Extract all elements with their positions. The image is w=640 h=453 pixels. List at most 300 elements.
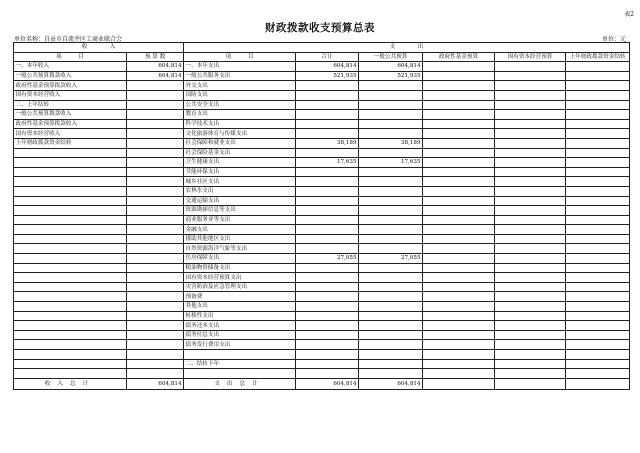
income-item-cell (14, 234, 127, 244)
prior-year-cell (566, 148, 630, 158)
general-budget-cell (359, 234, 423, 244)
income-item-cell (14, 186, 127, 196)
gov-fund-cell (423, 321, 495, 331)
general-budget-cell (359, 119, 423, 129)
state-capital-cell (495, 263, 566, 273)
total-header: 合计 (296, 52, 359, 62)
table-row (14, 234, 630, 244)
income-item-cell (14, 369, 127, 379)
expense-item-cell: 城乡社区支出 (184, 177, 296, 187)
prior-year-cell (566, 167, 630, 177)
prior-year-cell (566, 110, 630, 120)
general-budget-cell (359, 129, 423, 139)
general-budget-cell (359, 81, 423, 91)
expense-total-cell (296, 302, 359, 312)
state-capital-header: 国有资本经营预算 (495, 52, 566, 62)
state-capital-cell (495, 302, 566, 312)
gov-fund-cell (423, 158, 495, 168)
income-item-cell (14, 273, 127, 283)
general-budget-cell (359, 369, 423, 379)
income-amount-cell (127, 215, 184, 225)
table-row (14, 196, 630, 206)
state-capital-cell (495, 119, 566, 129)
table-row (14, 292, 630, 302)
income-item-cell (14, 340, 127, 350)
expense-total-cell (296, 263, 359, 273)
expense-total-cell (296, 273, 359, 283)
table-row (14, 350, 630, 360)
group-header-row (14, 43, 630, 53)
expense-total-cell (296, 234, 359, 244)
income-amount-cell (127, 158, 184, 168)
expense-total-cell (296, 129, 359, 139)
general-budget-cell: 38,189 (359, 138, 423, 148)
gov-fund-cell (423, 340, 495, 350)
expense-item-cell: 金融支出 (184, 225, 296, 235)
prior-year-cell (566, 273, 630, 283)
state-capital-cell (495, 81, 566, 91)
table-row (14, 282, 630, 292)
income-item-cell: 政府性基金预算拨款收入 (14, 119, 127, 129)
income-amount-cell (127, 292, 184, 302)
gov-fund-cell (423, 62, 495, 72)
table-row (14, 369, 630, 379)
income-item-cell (14, 254, 127, 264)
expense-item-cell: 灾害防治及应急管理支出 (184, 282, 296, 292)
expense-total-cell (296, 350, 359, 360)
prior-year-cell (566, 321, 630, 331)
income-item-cell (14, 311, 127, 321)
state-capital-cell (495, 234, 566, 244)
state-capital-cell (495, 311, 566, 321)
expense-total-cell (296, 100, 359, 110)
expense-total-cell (296, 244, 359, 254)
expense-item-cell: 国有资本经营预算支出 (184, 273, 296, 283)
state-capital-cell (495, 138, 566, 148)
expense-item-cell: 预备费 (184, 292, 296, 302)
income-item-cell (14, 282, 127, 292)
expense-item-cell: 卫生健康支出 (184, 158, 296, 168)
state-capital-cell (495, 273, 566, 283)
prior-year-cell (566, 350, 630, 360)
general-budget-cell (359, 177, 423, 187)
state-capital-cell (495, 244, 566, 254)
table-row (14, 254, 630, 264)
income-item-cell (14, 196, 127, 206)
gov-fund-cell (423, 302, 495, 312)
prior-year-cell (566, 186, 630, 196)
empty-cell (566, 378, 630, 389)
gov-fund-cell (423, 244, 495, 254)
expense-item-cell: 一、本年支出 (184, 62, 296, 72)
state-capital-cell (495, 321, 566, 331)
income-item-cell (14, 321, 127, 331)
table-row (14, 225, 630, 235)
general-budget-cell (359, 350, 423, 360)
general-budget-cell: 17,635 (359, 158, 423, 168)
prior-year-cell (566, 330, 630, 340)
state-capital-cell (495, 215, 566, 225)
general-budget-cell (359, 359, 423, 369)
prior-year-cell (566, 282, 630, 292)
table-row (14, 167, 630, 177)
prior-year-cell (566, 302, 630, 312)
income-amount-cell (127, 196, 184, 206)
table-row (14, 340, 630, 350)
prior-year-cell (566, 62, 630, 72)
expense-total-cell (296, 90, 359, 100)
gov-fund-cell (423, 167, 495, 177)
gov-fund-cell (423, 196, 495, 206)
expense-total-cell (296, 330, 359, 340)
income-amount-cell (127, 234, 184, 244)
prior-year-cell (566, 129, 630, 139)
general-budget-cell (359, 225, 423, 235)
gov-fund-cell (423, 359, 495, 369)
income-item-cell: 一般公共预算拨款收入 (14, 71, 127, 81)
income-amount-cell (127, 138, 184, 148)
expense-item-cell: 社会保障和就业支出 (184, 138, 296, 148)
income-item-cell: 政府性基金预算拨款收入 (14, 81, 127, 91)
empty-cell (423, 378, 495, 389)
gov-fund-cell (423, 71, 495, 81)
expense-item-cell: 粮油物资储备支出 (184, 263, 296, 273)
expense-total-cell: 521,935 (296, 71, 359, 81)
prior-year-cell (566, 263, 630, 273)
prior-year-cell (566, 254, 630, 264)
expense-group-header: 支 出 (184, 43, 630, 53)
income-amount-header: 预 算 数 (127, 52, 184, 62)
income-amount-cell (127, 90, 184, 100)
income-amount-cell (127, 167, 184, 177)
expense-total-cell (296, 167, 359, 177)
expense-item-cell: 援助其他地区支出 (184, 234, 296, 244)
table-row (14, 263, 630, 273)
expense-total-cell (296, 148, 359, 158)
expense-total-cell (296, 196, 359, 206)
expense-item-header: 项 目 (184, 52, 296, 62)
table-row (14, 359, 630, 369)
income-item-cell (14, 158, 127, 168)
expense-item-cell: 节能环保支出 (184, 167, 296, 177)
table-row (14, 302, 630, 312)
income-amount-cell (127, 119, 184, 129)
income-amount-cell (127, 110, 184, 120)
general-budget-cell (359, 340, 423, 350)
expense-item-cell: 债务付息支出 (184, 330, 296, 340)
state-capital-cell (495, 186, 566, 196)
general-budget-cell (359, 148, 423, 158)
prior-year-cell (566, 244, 630, 254)
expense-total-cell (296, 359, 359, 369)
expense-general-total: 604,814 (359, 378, 423, 389)
income-total-label: 收入总计 (14, 378, 127, 389)
prior-year-cell (566, 196, 630, 206)
expense-item-cell: 外交支出 (184, 81, 296, 91)
gov-fund-header: 政府性基金预算 (423, 52, 495, 62)
gov-fund-cell (423, 350, 495, 360)
table-row (14, 177, 630, 187)
income-amount-cell (127, 282, 184, 292)
gov-fund-cell (423, 273, 495, 283)
gov-fund-cell (423, 282, 495, 292)
table-row (14, 158, 630, 168)
currency-unit-label: 单位：元 (601, 36, 626, 43)
income-amount-cell (127, 311, 184, 321)
state-capital-cell (495, 359, 566, 369)
general-budget-cell (359, 206, 423, 216)
expense-item-cell: 教育支出 (184, 110, 296, 120)
table-row (14, 90, 630, 100)
income-item-cell (14, 244, 127, 254)
table-row (14, 100, 630, 110)
expense-total-cell (296, 110, 359, 120)
gov-fund-cell (423, 215, 495, 225)
state-capital-cell (495, 292, 566, 302)
income-item-cell (14, 215, 127, 225)
expense-total-cell (296, 81, 359, 91)
expense-item-cell: 农林水支出 (184, 186, 296, 196)
prior-year-cell (566, 177, 630, 187)
income-item-cell (14, 148, 127, 158)
expense-item-cell: 二、结转下年 (184, 359, 296, 369)
expense-total-cell: 38,189 (296, 138, 359, 148)
expense-total-amount: 604,814 (296, 378, 359, 389)
state-capital-cell (495, 90, 566, 100)
income-amount-cell (127, 340, 184, 350)
table-body (14, 62, 630, 379)
expense-total-cell (296, 292, 359, 302)
expense-total-cell (296, 369, 359, 379)
income-amount-cell (127, 350, 184, 360)
income-item-cell (14, 302, 127, 312)
table-row (14, 206, 630, 216)
general-budget-cell: 521,935 (359, 71, 423, 81)
income-amount-cell (127, 206, 184, 216)
income-group-header: 收 入 (14, 43, 184, 53)
table-row (14, 273, 630, 283)
table-row (14, 215, 630, 225)
income-item-cell (14, 225, 127, 235)
state-capital-cell (495, 330, 566, 340)
gov-fund-cell (423, 206, 495, 216)
state-capital-cell (495, 110, 566, 120)
income-amount-cell: 604,814 (127, 62, 184, 72)
income-amount-cell (127, 369, 184, 379)
state-capital-cell (495, 71, 566, 81)
state-capital-cell (495, 369, 566, 379)
prior-year-cell (566, 90, 630, 100)
table-row (14, 110, 630, 120)
expense-item-cell: 国防支出 (184, 90, 296, 100)
income-item-cell (14, 292, 127, 302)
income-amount-cell (127, 330, 184, 340)
state-capital-cell (495, 177, 566, 187)
income-amount-cell (127, 81, 184, 91)
gov-fund-cell (423, 129, 495, 139)
expense-total-cell: 27,055 (296, 254, 359, 264)
income-amount-cell (127, 321, 184, 331)
gov-fund-cell (423, 254, 495, 264)
general-budget-header: 一般公共预算 (359, 52, 423, 62)
gov-fund-cell (423, 234, 495, 244)
prior-year-cell (566, 138, 630, 148)
table-row (14, 71, 630, 81)
general-budget-cell (359, 330, 423, 340)
gov-fund-cell (423, 119, 495, 129)
general-budget-cell (359, 244, 423, 254)
column-header-row (14, 52, 630, 62)
income-item-cell (14, 177, 127, 187)
expense-total-cell (296, 311, 359, 321)
income-amount-cell (127, 148, 184, 158)
expense-item-cell (184, 350, 296, 360)
prior-year-cell (566, 71, 630, 81)
income-amount-cell (127, 263, 184, 273)
income-amount-cell (127, 359, 184, 369)
expense-total-cell: 17,635 (296, 158, 359, 168)
expense-item-cell: 其他支出 (184, 302, 296, 312)
gov-fund-cell (423, 177, 495, 187)
table-row (14, 244, 630, 254)
expense-item-cell: 公共安全支出 (184, 100, 296, 110)
expense-item-cell: 转移性支出 (184, 311, 296, 321)
totals-row (14, 378, 630, 389)
prior-year-cell (566, 206, 630, 216)
expense-total-cell (296, 340, 359, 350)
general-budget-cell (359, 90, 423, 100)
empty-cell (495, 378, 566, 389)
expense-total-label: 支出总计 (184, 378, 296, 389)
state-capital-cell (495, 196, 566, 206)
state-capital-cell (495, 129, 566, 139)
table-row (14, 330, 630, 340)
state-capital-cell (495, 158, 566, 168)
expense-item-cell: 债务还本支出 (184, 321, 296, 331)
income-amount-cell: 604,814 (127, 71, 184, 81)
prior-year-cell (566, 311, 630, 321)
state-capital-cell (495, 100, 566, 110)
expense-item-cell: 债务发行费用支出 (184, 340, 296, 350)
income-item-header: 项 目 (14, 52, 127, 62)
table-row (14, 186, 630, 196)
expense-total-cell (296, 206, 359, 216)
general-budget-cell (359, 215, 423, 225)
expense-item-cell: 住房保障支出 (184, 254, 296, 264)
gov-fund-cell (423, 369, 495, 379)
income-amount-cell (127, 302, 184, 312)
table-row (14, 311, 630, 321)
expense-total-cell (296, 321, 359, 331)
income-item-cell (14, 330, 127, 340)
expense-total-cell (296, 282, 359, 292)
expense-item-cell (184, 369, 296, 379)
gov-fund-cell (423, 292, 495, 302)
state-capital-cell (495, 62, 566, 72)
expense-total-cell (296, 119, 359, 129)
gov-fund-cell (423, 100, 495, 110)
prior-year-cell (566, 234, 630, 244)
gov-fund-cell (423, 263, 495, 273)
expense-item-cell: 自然资源海洋气象等支出 (184, 244, 296, 254)
expense-item-cell: 资源勘探信息等支出 (184, 206, 296, 216)
state-capital-cell (495, 350, 566, 360)
expense-item-cell: 科学技术支出 (184, 119, 296, 129)
income-amount-cell (127, 129, 184, 139)
income-item-cell (14, 206, 127, 216)
income-item-cell: 一般公共预算拨款收入 (14, 110, 127, 120)
state-capital-cell (495, 225, 566, 235)
gov-fund-cell (423, 90, 495, 100)
prior-year-cell (566, 369, 630, 379)
prior-year-cell (566, 81, 630, 91)
state-capital-cell (495, 254, 566, 264)
prior-year-cell (566, 158, 630, 168)
state-capital-cell (495, 206, 566, 216)
expense-item-cell: 一般公共服务支出 (184, 71, 296, 81)
table-row (14, 138, 630, 148)
unit-name-label: 单位名称：自贡市自流井区工商业联合会 (14, 36, 123, 43)
gov-fund-cell (423, 81, 495, 91)
table-row (14, 81, 630, 91)
income-item-cell: 二、上年结转 (14, 100, 127, 110)
state-capital-cell (495, 148, 566, 158)
general-budget-cell (359, 282, 423, 292)
prior-year-cell (566, 225, 630, 235)
income-item-cell: 上年财政拨款资金结转 (14, 138, 127, 148)
income-amount-cell (127, 225, 184, 235)
general-budget-cell (359, 292, 423, 302)
general-budget-cell (359, 110, 423, 120)
general-budget-cell (359, 311, 423, 321)
income-amount-cell (127, 244, 184, 254)
income-amount-cell (127, 186, 184, 196)
income-item-cell: 国有资本经营收入 (14, 90, 127, 100)
income-item-cell (14, 350, 127, 360)
state-capital-cell (495, 282, 566, 292)
prior-year-header: 上年财政拨款资金结转 (566, 52, 630, 62)
gov-fund-cell (423, 311, 495, 321)
income-item-cell (14, 263, 127, 273)
general-budget-cell (359, 321, 423, 331)
table-row (14, 129, 630, 139)
general-budget-cell (359, 100, 423, 110)
gov-fund-cell (423, 186, 495, 196)
prior-year-cell (566, 119, 630, 129)
general-budget-cell: 27,055 (359, 254, 423, 264)
income-item-cell: 国有资本经营收入 (14, 129, 127, 139)
expense-total-cell (296, 177, 359, 187)
income-item-cell (14, 359, 127, 369)
general-budget-cell (359, 167, 423, 177)
expense-item-cell: 交通运输支出 (184, 196, 296, 206)
table-row (14, 62, 630, 72)
prior-year-cell (566, 100, 630, 110)
table-row (14, 119, 630, 129)
general-budget-cell (359, 273, 423, 283)
prior-year-cell (566, 292, 630, 302)
expense-total-cell (296, 186, 359, 196)
income-item-cell: 一、本年收入 (14, 62, 127, 72)
income-amount-cell (127, 100, 184, 110)
expense-total-cell: 604,814 (296, 62, 359, 72)
expense-total-cell (296, 225, 359, 235)
prior-year-cell (566, 359, 630, 369)
prior-year-cell (566, 340, 630, 350)
general-budget-cell (359, 302, 423, 312)
gov-fund-cell (423, 110, 495, 120)
income-amount-cell (127, 177, 184, 187)
